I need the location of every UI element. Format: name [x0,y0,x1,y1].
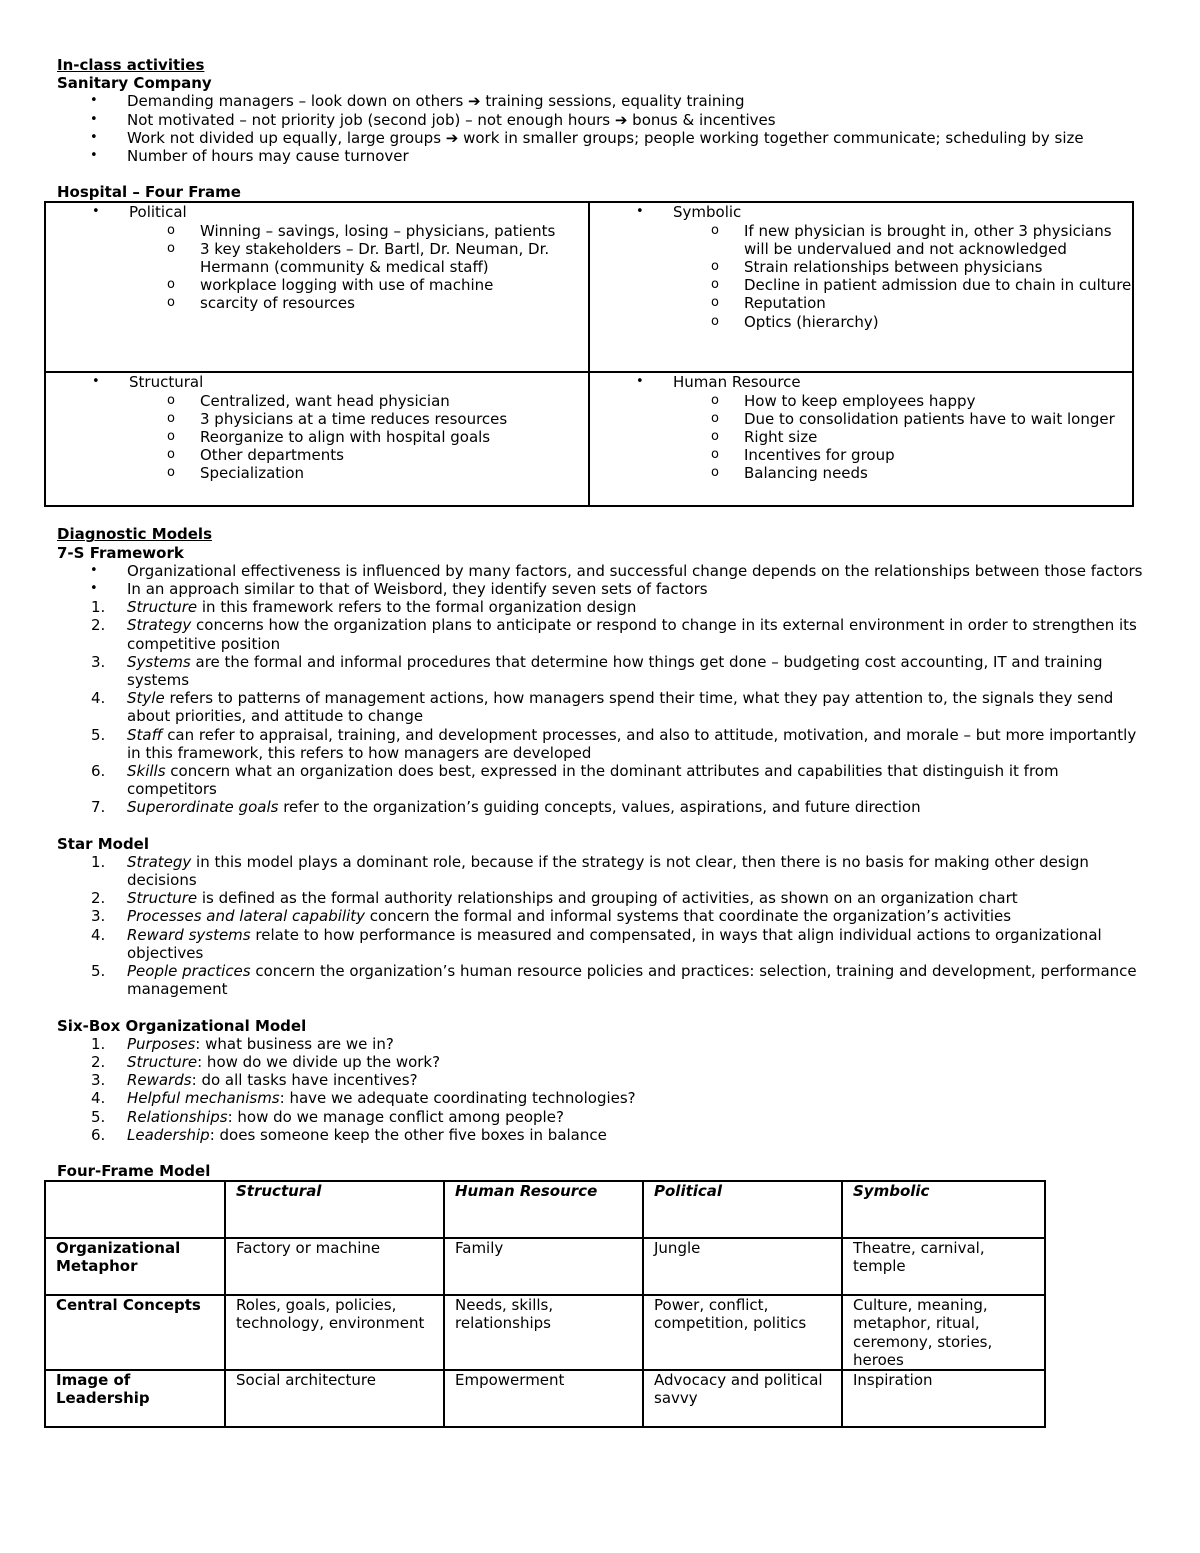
list-item [57,1035,1147,1053]
six-box-title: Six-Box Organizational Model [57,1016,307,1035]
item-number: 5. [91,1107,106,1126]
in-class-title: In-class activities [57,56,205,74]
symbolic-cell [589,202,1133,372]
list-item: o 3 physicians at a time reduces resources [46,410,588,428]
human-resource-label: • Human Resource [590,373,1132,391]
item-text: refer to the organization’s guiding concepts, values, aspirations, and future direction [278,798,921,817]
list-item [57,907,1147,925]
list-item: • Demanding managers – look down on others ➔ training sessions, equality training [57,92,1147,110]
table-cell: Inspiration [842,1370,1045,1427]
table-cell: Power, conflict, competition, politics [643,1295,842,1370]
sanitary-company-title: Sanitary Company [57,74,212,93]
list-item [57,689,1147,725]
list-item [57,798,1147,816]
list-item [57,853,1147,889]
list-item: o workplace logging with use of machine [46,276,588,294]
symbolic-label: • Symbolic [590,203,1132,221]
item-text: : how do we divide up the work? [197,1052,441,1071]
list-item [57,926,1147,962]
structural-label: • Structural [46,373,588,391]
list-item: o Specialization [46,464,588,482]
item-number: 4. [91,1089,106,1108]
list-item [57,962,1147,998]
list-item [57,598,1147,616]
table-cell: Family [444,1238,643,1295]
list-item: • Work not divided up equally, large groups ➔ work in smaller groups; people working together communicate; scheduling by size [57,129,1147,147]
item-number: 4. [91,925,106,944]
item-number: 3. [91,1071,106,1090]
item-text: concern the organization’s human resource policies and practices: selection, training and development, performance management [127,962,1137,999]
table-header-cell [45,1181,225,1238]
seven-s-list [57,598,1147,816]
item-text: concern what an organization does best, expressed in the dominant attributes and capabilities that distinguish it from competitors [127,762,1059,799]
item-number: 1. [91,598,106,617]
item-number: 2. [91,889,106,908]
list-item [57,889,1147,907]
item-term: Processes and lateral capability [127,907,365,926]
item-number: 6. [91,1125,106,1144]
item-term: Structure [127,889,198,908]
list-item [57,1071,1147,1089]
table-row [45,1295,1045,1370]
item-text: : have we adequate coordinating technologies? [279,1089,636,1108]
list-item: o Strain relationships between physicians [590,258,1132,276]
star-model-list [57,853,1147,999]
sanitary-list [57,92,1147,165]
table-row [45,1238,1045,1295]
item-text: : how do we manage conflict among people? [227,1107,564,1126]
item-term: People practices [127,962,251,981]
item-number: 1. [91,1034,106,1053]
table-cell: Advocacy and political savvy [643,1370,842,1427]
item-text: are the formal and informal procedures that determine how things get done – budgeting cost accounting, IT and training systems [127,652,1103,690]
item-term: Helpful mechanisms [127,1089,280,1108]
political-label: • Political [46,203,588,221]
four-frame-table [44,1180,1046,1428]
list-item: o Optics (hierarchy) [590,313,1132,331]
table-cell: Needs, skills, relationships [444,1295,643,1370]
table-row [45,1370,1045,1427]
table-header-cell: Symbolic [842,1181,1045,1238]
hospital-four-frame-table [44,201,1134,507]
item-text: : do all tasks have incentives? [191,1071,418,1090]
diagnostic-models-title: Diagnostic Models [57,525,213,544]
seven-s-bullets [57,562,1147,598]
item-number: 1. [91,852,106,871]
item-text: concern the formal and informal systems that coordinate the organization’s activities [365,907,1012,926]
table-cell: Factory or machine [225,1238,444,1295]
human-resource-cell [589,372,1133,506]
list-item [57,1053,1147,1071]
list-item: o Right size [590,428,1132,446]
item-number: 2. [91,616,106,635]
list-item [57,726,1147,762]
list-item: • In an approach similar to that of Weisbord, they identify seven sets of factors [57,580,1147,598]
item-text: is defined as the formal authority relationships and grouping of activities, as shown on an organization chart [197,889,1018,908]
item-text: relate to how performance is measured and compensated, in ways that align individual actions to organizational objectives [127,925,1102,962]
item-term: Strategy [127,852,192,871]
list-item [57,653,1147,689]
item-term: Structure [127,598,198,617]
table-header-row [45,1181,1045,1238]
item-term: Systems [127,652,191,671]
list-item: o Decline in patient admission due to chain in culture [590,276,1132,294]
list-item: • Not motivated – not priority job (second job) – not enough hours ➔ bonus & incentives [57,111,1147,129]
table-row-header: Organizational Metaphor [45,1238,225,1295]
item-number: 6. [91,762,106,781]
table-row-header: Image of Leadership [45,1370,225,1427]
table-cell: Theatre, carnival, temple [842,1238,1045,1295]
list-item [57,1108,1147,1126]
item-number: 5. [91,725,106,744]
list-item: o Reorganize to align with hospital goals [46,428,588,446]
table-cell: Roles, goals, policies, technology, environment [225,1295,444,1370]
six-box-list [57,1035,1147,1144]
item-number: 7. [91,798,106,817]
item-text: in this model plays a dominant role, because if the strategy is not clear, then there is no basis for making other design decisions [127,852,1089,890]
item-term: Staff [127,725,163,744]
table-cell: Social architecture [225,1370,444,1427]
table-row-header: Central Concepts [45,1295,225,1370]
list-item: o If new physician is brought in, other 3 physicians will be undervalued and not acknowledged [590,222,1132,258]
table-cell: Culture, meaning, metaphor, ritual, ceremony, stories, heroes [842,1295,1045,1370]
item-text: concerns how the organization plans to anticipate or respond to change in its external environment in order to strengthen its competitive position [127,616,1137,653]
list-item: o Balancing needs [590,464,1132,482]
item-term: Style [127,689,165,708]
item-term: Superordinate goals [127,798,279,817]
item-number: 3. [91,907,106,926]
item-term: Skills [127,762,166,781]
list-item: • Number of hours may cause turnover [57,147,1147,165]
list-item: o scarcity of resources [46,294,588,312]
list-item: o Incentives for group [590,446,1132,464]
item-text: : what business are we in? [195,1034,394,1053]
four-frame-title: Four-Frame Model [57,1161,211,1180]
list-item: o How to keep employees happy [590,392,1132,410]
table-cell: Jungle [643,1238,842,1295]
item-term: Reward systems [127,925,251,944]
table-header-cell: Political [643,1181,842,1238]
list-item [57,1126,1147,1144]
item-term: Purposes [127,1034,196,1053]
list-item: • Organizational effectiveness is influenced by many factors, and successful change depends on the relationships between those factors [57,562,1147,580]
list-item [57,616,1147,652]
list-item [57,762,1147,798]
item-term: Strategy [127,616,192,635]
list-item: o 3 key stakeholders – Dr. Bartl, Dr. Neuman, Dr. Hermann (community & medical staff) [46,240,588,276]
item-number: 3. [91,652,106,671]
item-text: can refer to appraisal, training, and development processes, and also to attitude, motivation, and morale – but more importantly in this framework, this refers to how managers are developed [127,725,1137,762]
structural-cell [45,372,589,506]
list-item: o Centralized, want head physician [46,392,588,410]
table-header-cell: Structural [225,1181,444,1238]
hospital-title: Hospital – Four Frame [57,183,241,202]
item-text: in this framework refers to the formal organization design [197,598,637,617]
item-number: 5. [91,962,106,981]
item-term: Rewards [127,1071,192,1090]
item-term: Structure [127,1052,198,1071]
table-header-cell: Human Resource [444,1181,643,1238]
list-item: o Other departments [46,446,588,464]
list-item: o Due to consolidation patients have to wait longer [590,410,1132,428]
item-number: 2. [91,1052,106,1071]
item-number: 4. [91,689,106,708]
document-page [57,56,1147,1428]
list-item [57,1089,1147,1107]
seven-s-title: 7-S Framework [57,543,184,562]
item-text: : does someone keep the other five boxes in balance [209,1125,607,1144]
star-model-title: Star Model [57,834,149,853]
item-text: refers to patterns of management actions, how managers spend their time, what they pay attention to, the signals they send about priorities, and attitude to change [127,689,1114,726]
item-term: Leadership [127,1125,210,1144]
item-term: Relationships [127,1107,228,1126]
list-item: o Winning – savings, losing – physicians, patients [46,222,588,240]
table-cell: Empowerment [444,1370,643,1427]
list-item: o Reputation [590,294,1132,312]
political-cell [45,202,589,372]
